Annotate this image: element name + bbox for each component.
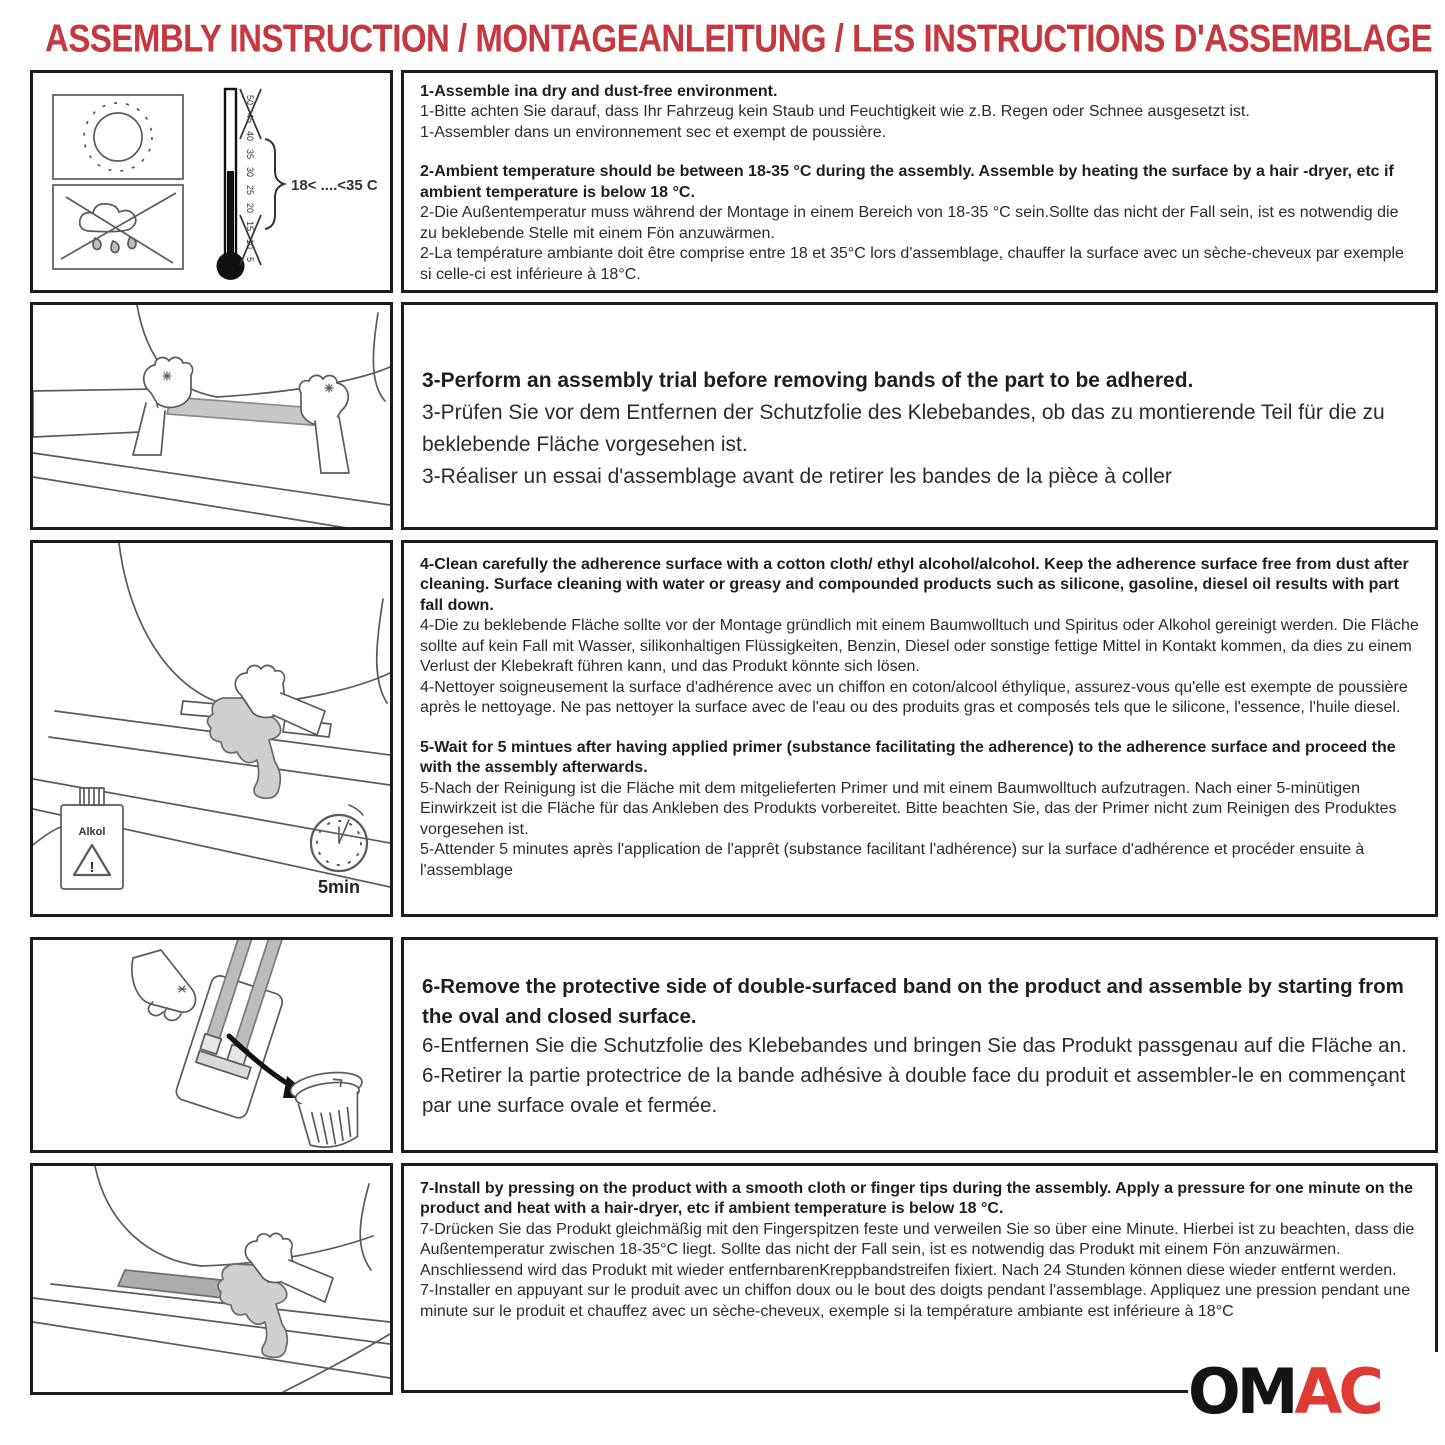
instruction-text: 5-Attender 5 minutes après l'application de l'apprêt (substance facilitant l'adhérence) sur la surface d'adhérence et procéder ensuite à l'assemblage xyxy=(420,841,1365,879)
instruction-text: 1-Bitte achten Sie darauf, dass Ihr Fahrzeug kein Staub und Feuchtigkeit wie z.B. Regen oder Schnee ausgesetzt ist. xyxy=(420,103,1250,121)
instruction-text: 2-La température ambiante doit être comprise entre 18 et 35°C lors d'assemblage, chauffer la surface avec un sèche-cheveux par exemple si celle-ci est inférieure à 18°C. xyxy=(420,245,1404,283)
hand-icon xyxy=(132,950,196,1020)
instruction-text: 3-Réaliser un essai d'assemblage avant de retirer les bandes de la pièce à coller xyxy=(422,464,1172,488)
figure-remove-band xyxy=(30,937,393,1153)
instruction-text: 6-Remove the protective side of double-surfaced band on the product and assemble by starting from the oval and closed surface. xyxy=(422,975,1404,1028)
assembly-trial-art xyxy=(33,305,390,527)
no-rain-icon xyxy=(53,185,183,269)
svg-text:50: 50 xyxy=(245,95,255,106)
figure-cleaning xyxy=(30,540,393,917)
svg-text:40: 40 xyxy=(245,131,255,142)
instruction-text: 1-Assemble ina dry and dust-free environment. xyxy=(420,83,778,100)
instruction-text: 5-Wait for 5 mintues after having applied primer (substance facilitating the adherence) to the adherence surface and proceed the with the assembly afterwards. xyxy=(420,738,1396,777)
instruction-text: 3-Perform an assembly trial before removing bands of the part to be adhered. xyxy=(422,369,1194,392)
temperature-range-label: 18< ....<35 C xyxy=(291,177,378,194)
svg-text:10: 10 xyxy=(245,239,255,250)
clock-label: 5min xyxy=(317,877,361,897)
trash-can-icon xyxy=(289,1068,371,1150)
figure-environment xyxy=(30,70,393,293)
instructions-environment xyxy=(401,70,1438,293)
instruction-text: 4-Clean carefully the adherence surface with a cotton cloth/ ethyl alcohol/alcohol. Keep the adherence surface free from dust after cleaning. Surface cleaning with water or greasy and compounded products such as silicone, gasoline, diesel oil results with part fall down. xyxy=(420,556,1409,614)
environment-art xyxy=(33,73,390,290)
instruction-text: 5-Nach der Reinigung ist die Fläche mit dem mitgelieferten Primer und mit einem Baumwolltuch aufzutragen. Nach einer 5-minütigen Einwirkzeit ist die Fläche für das Ankleben des Produkts vorbereitet. Bitte beachten Sie, das der Primer nicht zum Reinigen des Produktes vorgesehen ist. xyxy=(420,779,1397,838)
omac-logo-red: AC xyxy=(1294,1354,1380,1428)
instruction-text: 7-Drücken Sie das Produkt gleichmäßig mit den Fingerspitzen feste und verweilen Sie so über eine Minute. Hierbei ist zu beachten, dass die Außentemperatur zwischen 18-35°C liegt. Sollte das nicht der Fall sein, ist es notwendig das Produkt mit einem Fön anzuwärmen. Anschliessend wird das Produkt mit wieder entfernbarenKreppbandstreifen fixiert. Nach 24 Stunden können diese wieder entfernt werden. xyxy=(420,1220,1415,1279)
row-cleaning xyxy=(0,540,1445,917)
row-environment xyxy=(0,70,1445,293)
instructions-cleaning xyxy=(401,540,1438,917)
row-remove-band xyxy=(0,937,1445,1153)
instructions-assembly-trial xyxy=(401,302,1438,530)
instruction-text: 3-Prüfen Sie vor dem Entfernen der Schutzfolie des Klebebandes, ob das zu montierende Teil für die zu beklebende Fläche vorgesehen ist. xyxy=(422,400,1385,456)
omac-logo-black: OM xyxy=(1188,1354,1295,1428)
figure-assembly-trial xyxy=(30,302,393,530)
instruction-text: 6-Retirer la partie protectrice de la bande adhésive à double face du produit et assembler-le en commençant par une surface ovale et fermée. xyxy=(422,1064,1406,1117)
warning-exclamation: ! xyxy=(89,859,95,876)
svg-text:30: 30 xyxy=(245,167,255,178)
figure-press-install xyxy=(30,1163,393,1395)
svg-text:45: 45 xyxy=(245,113,255,124)
page-title: ASSEMBLY INSTRUCTION / MONTAGEANLEITUNG / LES INSTRUCTIONS D'ASSEMBLAGE xyxy=(45,16,1433,60)
remove-band-art xyxy=(33,940,390,1150)
instruction-text: 2-Die Außentemperatur muss während der Montage in einem Bereich von 18-35 °C sein.Sollte das nicht der Fall sein, ist es notwendig die zu beklebende Stelle mit einem Fön anzuwärmen. xyxy=(420,204,1399,242)
instruction-text: 1-Assembler dans un environnement sec et exempt de poussière. xyxy=(420,123,887,141)
instruction-text: 4-Nettoyer soigneusement la surface d'adhérence avec un chiffon en coton/alcool éthylique, assurez-vous qu'elle est exempte de poussière après le nettoyage. Ne pas nettoyer la surface avec de l'eau ou des produits gras et composés tels que le silicone, l'essence, l'huile diesel. xyxy=(420,678,1408,717)
svg-text:15: 15 xyxy=(245,221,255,232)
instruction-text: 4-Die zu beklebende Fläche sollte vor der Montage gründlich mit einem Baumwolltuch und Spiritus oder Alkohol gereinigt werden. Die Fläche sollte auf kein Fall mit Wasser, silikonhaltigen Flüssigkeiten, Benzin, Diesel oder sonstige fettige Mittel in Kontakt kommen, da dies zu einem Verlust der Klebekraft führen kann, und das Produkt könnte sich lösen. xyxy=(420,617,1419,676)
svg-text:5: 5 xyxy=(245,257,255,263)
instruction-text: 7-Install by pressing on the product with a smooth cloth or finger tips during the assembly. Apply a pressure for one minute on the product and heat with a hair-dryer, etc if ambient temperature is below 18 °C. xyxy=(420,1180,1413,1218)
instruction-text: 2-Ambient temperature should be between 18-35 °C during the assembly. Assemble by heating the surface by a hair -dryer, etc if ambient temperature is below 18 °C. xyxy=(420,163,1394,201)
svg-text:35: 35 xyxy=(245,149,255,160)
omac-logo xyxy=(1188,1352,1442,1430)
instruction-text: 6-Entfernen Sie die Schutzfolie des Klebebandes und bringen Sie das Produkt passgenau auf die Fläche an. xyxy=(422,1034,1407,1058)
cleaning-art xyxy=(33,543,390,914)
svg-text:20: 20 xyxy=(245,203,255,214)
instruction-text: 7-Installer en appuyant sur le produit avec un chiffon doux ou le bout des doigts pendant l'assemblage. Appliquez une pression pendant une minute sur le produit et chauffez avec un sèche-cheveux, exemple si la température ambiante est inférieure à 18°C xyxy=(420,1282,1411,1320)
svg-text:25: 25 xyxy=(245,185,255,196)
instructions-remove-band xyxy=(401,937,1438,1153)
range-brace xyxy=(265,139,284,229)
sun-icon xyxy=(53,95,183,179)
alcohol-bottle-label: Alkol xyxy=(78,826,106,838)
row-assembly-trial xyxy=(0,302,1445,530)
press-install-art xyxy=(33,1166,390,1392)
